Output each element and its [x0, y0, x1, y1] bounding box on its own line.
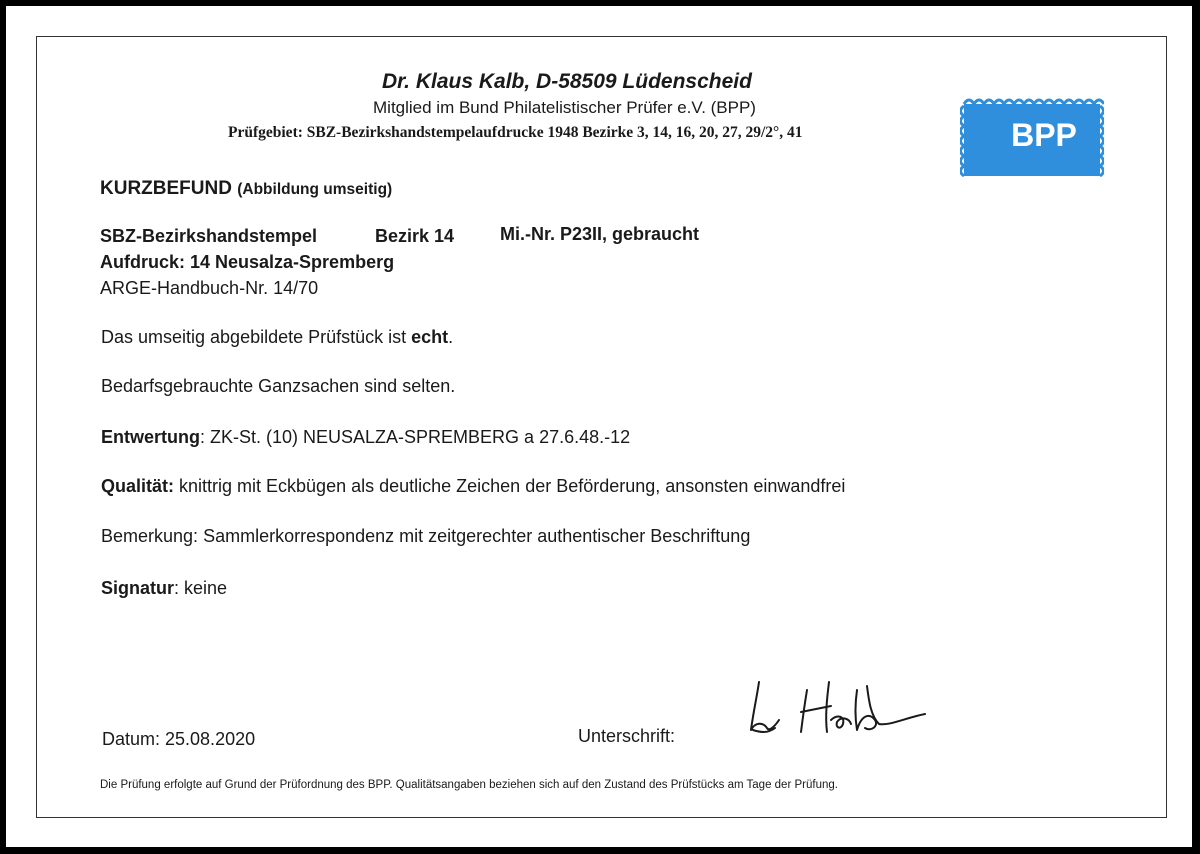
title-sub: (Abbildung umseitig): [237, 181, 393, 198]
membership-line: Mitglied im Bund Philatelistischer Prüfer e.V. (BPP): [373, 98, 756, 117]
date-line: Datum: 25.08.2020: [102, 729, 256, 749]
legal-footer: Die Prüfung erfolgte auf Grund der Prüfordnung des BPP. Qualitätsangaben beziehen sich auf den Zustand des Prüfstücks am Tage der Prüfung.: [100, 779, 838, 791]
bpp-logo: [960, 96, 1104, 180]
item-district: Bezirk 14: [375, 226, 455, 246]
cancellation-value: : ZK-St. (10) NEUSALZA-SPREMBERG a 27.6.48.-12: [200, 427, 631, 447]
remark-value: Sammlerkorrespondenz mit zeitgerechter authentischer Beschriftung: [198, 526, 751, 546]
signature-label: Unterschrift:: [578, 726, 676, 746]
signature-mark-line: [101, 578, 227, 599]
authenticity-verdict: echt: [411, 327, 449, 347]
item-overprint: Aufdruck: 14 Neusalza-Spremberg: [100, 252, 395, 272]
bpp-logo-text: BPP: [1011, 117, 1077, 153]
rarity-statement: Bedarfsgebrauchte Ganzsachen sind selten.: [101, 376, 456, 396]
handwritten-signature: [745, 676, 935, 748]
document-title: [100, 178, 392, 200]
remark-line: [101, 526, 750, 547]
signature-mark-label: Signatur: [101, 578, 175, 598]
authenticity-statement: [101, 327, 453, 348]
item-description: SBZ-Bezirkshandstempel: [100, 226, 318, 246]
signature-mark-value: : keine: [174, 578, 228, 598]
quality-value: knittrig mit Eckbügen als deutliche Zeichen der Beförderung, ansonsten einwandfrei: [174, 476, 846, 496]
title-main: KURZBEFUND: [100, 178, 232, 199]
authenticity-suffix: .: [448, 327, 454, 347]
authenticity-prefix: Das umseitig abgebildete Prüfstück ist: [101, 327, 412, 347]
quality-line: [101, 476, 845, 497]
expertise-area: Prüfgebiet: SBZ-Bezirkshandstempelaufdrucke 1948 Bezirke 3, 14, 16, 20, 27, 29/2°, 41: [228, 124, 803, 141]
quality-label: Qualität:: [101, 476, 175, 496]
item-handbook: ARGE-Handbuch-Nr. 14/70: [100, 278, 319, 298]
cancellation-line: [101, 427, 630, 448]
remark-label: Bemerkung:: [101, 526, 199, 546]
cancellation-label: Entwertung: [101, 427, 200, 447]
item-catalog: Mi.-Nr. P23II, gebraucht: [500, 224, 700, 244]
examiner-name: Dr. Klaus Kalb, D-58509 Lüdenscheid: [382, 70, 752, 93]
